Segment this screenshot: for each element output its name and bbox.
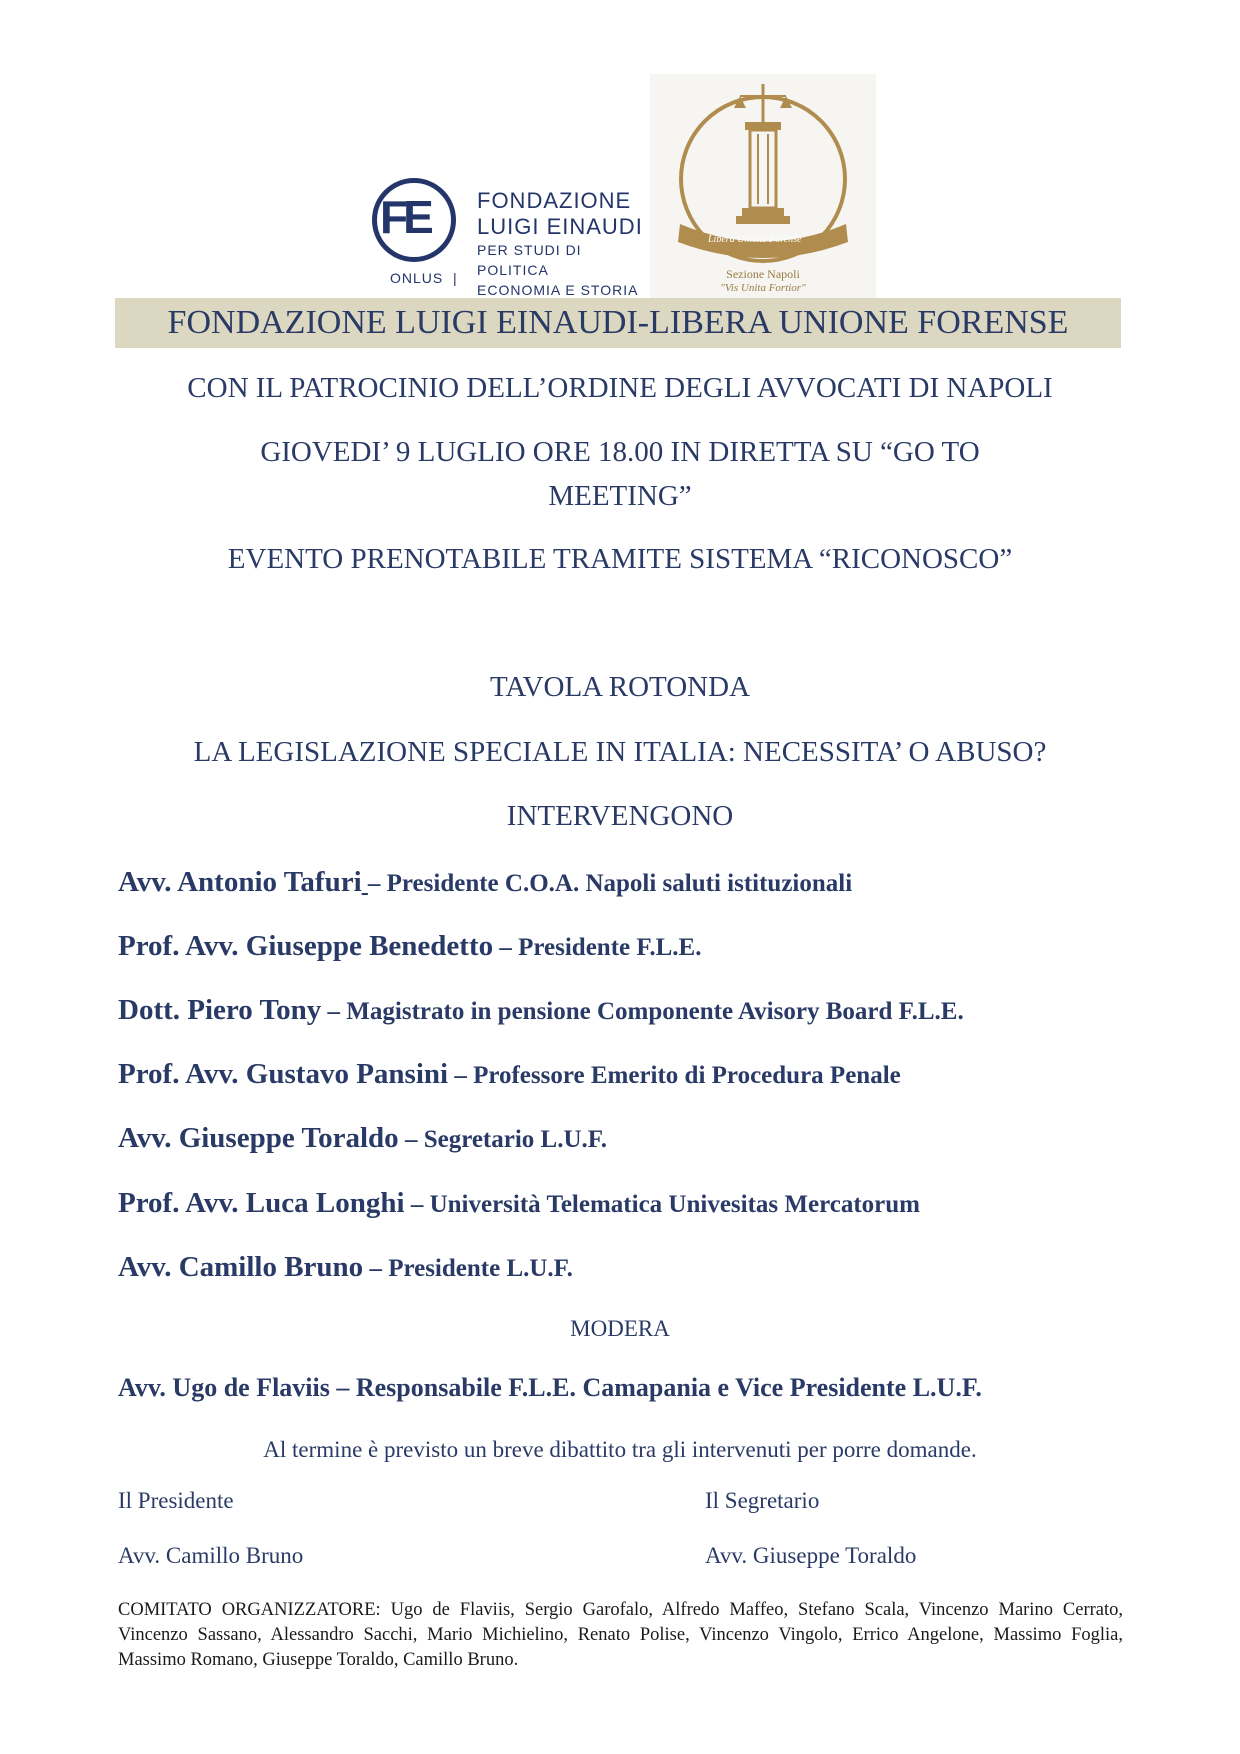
moderator-line: Avv. Ugo de Flaviis – Responsabile F.L.E. Camapania e Vice Presidente L.U.F. [118,1373,982,1402]
president-name: Avv. Camillo Bruno [118,1543,304,1568]
fle-logo-text [477,188,652,300]
fle-logo-onlus: ONLUS [390,270,444,286]
page-title: FONDAZIONE LUIGI EINAUDI-LIBERA UNIONE FORENSE [115,298,1121,348]
luf-logo-banner-text: Libera Unione Forense [708,234,802,245]
speaker-role: – Professore Emerito di Procedura Penale [448,1062,901,1089]
speaker-role: – Presidente L.U.F. [363,1255,573,1282]
speakers-heading: INTERVENGONO [506,800,734,832]
speaker-role: – Segretario L.U.F. [398,1126,608,1153]
moderator-heading: MODERA [570,1316,670,1341]
fle-logo-line1: FONDAZIONE [477,188,632,213]
luf-logo-sezione: Sezione Napoli [726,267,800,281]
speaker-role: – Presidente C.O.A. Napoli saluti istituzionali [367,870,853,897]
speaker-item [118,866,1158,899]
fle-logo-line3: PER STUDI DI POLITICA [477,242,582,278]
speaker-name: Prof. Avv. Luca Longhi [118,1187,405,1219]
event-type: TAVOLA ROTONDA [489,671,751,703]
speaker-item [118,1122,1158,1155]
fle-logo-separator: | [453,270,457,286]
speaker-name: Avv. Giuseppe Toraldo [118,1122,399,1154]
fle-logo-line2: LUIGI EINAUDI [477,214,643,239]
date-line: GIOVEDI’ 9 LUGLIO ORE 18.00 IN DIRETTA SU “GO TO MEETING” [260,436,980,512]
patrocinio-line: CON IL PATROCINIO DELL’ORDINE DEGLI AVVOCATI DI NAPOLI [187,372,1053,404]
secretary-label: Il Segretario [705,1488,820,1513]
speaker-name: Avv. Antonio Tafuri [118,866,362,898]
speaker-role: – Presidente F.L.E. [493,934,702,961]
speaker-name: Dott. Piero Tony [118,994,322,1026]
speaker-item [118,930,1158,963]
fle-logo [372,178,652,298]
speaker-name: Prof. Avv. Gustavo Pansini [118,1058,449,1090]
organizing-committee: COMITATO ORGANIZZATORE: Ugo de Flaviis, Sergio Garofalo, Alfredo Maffeo, Stefano Scala, Vincenzo Marino Cerrato, Vincenzo Sassano, Alessandro Sacchi, Mario Michielino, Renato Polise, Vincenzo Vingolo, Errico Angelone, Massimo Foglia, Massimo Romano, Giuseppe Toraldo, Camillo Bruno. [118,1600,1123,1670]
secretary-name: Avv. Giuseppe Toraldo [705,1543,917,1568]
speaker-name: Avv. Camillo Bruno [118,1251,364,1283]
speaker-item [118,1251,1158,1284]
booking-line: EVENTO PRENOTABILE TRAMITE SISTEMA “RICONOSCO” [227,543,1013,575]
speaker-item [118,1058,1158,1091]
speaker-name: Prof. Avv. Giuseppe Benedetto [118,930,494,962]
speaker-role: – Magistrato in pensione Componente Avisory Board F.L.E. [321,998,964,1025]
fle-logo-mark: FE [380,191,429,243]
president-label: Il Presidente [118,1488,234,1513]
luf-logo [650,74,876,302]
closing-note: Al termine è previsto un breve dibattito tra gli intervenuti per porre domande. [263,1437,977,1462]
luf-logo-motto: "Vis Unita Fortior" [720,282,806,294]
speaker-item [118,1187,1158,1220]
speaker-role: – Università Telematica Univesitas Mercatorum [404,1191,920,1218]
speaker-item [118,994,1158,1027]
event-title: LA LEGISLAZIONE SPECIALE IN ITALIA: NECESSITA’ O ABUSO? [193,736,1047,768]
fle-logo-line4: ECONOMIA E STORIA [477,282,639,298]
